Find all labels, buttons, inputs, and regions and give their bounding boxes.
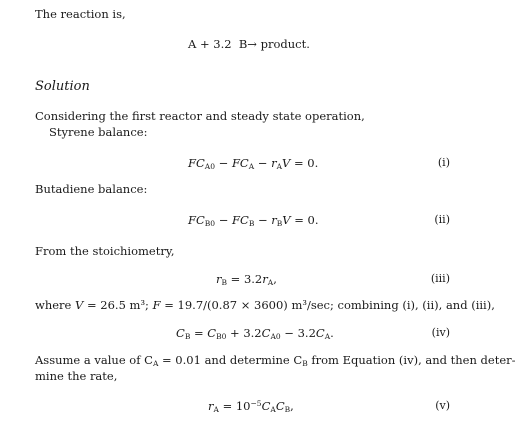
equation-1-number: (i) bbox=[437, 156, 450, 169]
equation-2: $FC_{B0} - FC_B - r_BV = 0$. bbox=[188, 213, 319, 228]
where-prefix: where bbox=[35, 298, 72, 312]
where-f-symbol: F bbox=[152, 298, 161, 312]
intro-text: The reaction is, bbox=[35, 7, 126, 21]
assume-text-line2: mine the rate, bbox=[35, 369, 118, 383]
equation-4: $C_B = C_{B0} + 3.2C_{A0} - 3.2C_A$. bbox=[176, 326, 334, 341]
assume-text-line1: Assume a value of $C_A = 0.01$ and determine $C_B$ from Equation (iv), and then deter- bbox=[35, 353, 516, 368]
assume-part-c: from Equation (iv), and then deter- bbox=[307, 353, 516, 367]
equation-5: $r_A = 10^{-5}C_AC_B$, bbox=[208, 399, 294, 414]
equation-2-number: (ii) bbox=[434, 213, 450, 226]
butadiene-balance-label: Butadiene balance: bbox=[35, 182, 148, 196]
where-v-symbol: V bbox=[75, 298, 84, 312]
reaction-right: B→ product. bbox=[238, 37, 310, 51]
styrene-balance-label: Styrene balance: bbox=[49, 125, 148, 139]
reaction-left: A + 3.2 bbox=[188, 37, 232, 51]
where-v-value: = 26.5 m³; bbox=[83, 298, 153, 312]
stoichiometry-text: From the stoichiometry, bbox=[35, 244, 175, 258]
equation-1: $FC_{A0} - FC_A - r_AV = 0$. bbox=[188, 156, 319, 171]
where-text bbox=[35, 298, 495, 314]
reaction-equation bbox=[188, 37, 310, 53]
equation-3: $r_B = 3.2r_A$, bbox=[216, 272, 277, 287]
where-rest: = 19.7/(0.87 × 3600) m³/sec; combining (i), (ii), and (iii), bbox=[160, 298, 495, 312]
equation-4-number: (iv) bbox=[431, 326, 450, 339]
paragraph-first-reactor: Considering the first reactor and steady state operation, bbox=[35, 109, 365, 123]
assume-part-b: = 0.01 and determine C bbox=[158, 353, 303, 367]
equation-5-number: (v) bbox=[435, 399, 450, 412]
solution-heading: Solution bbox=[35, 79, 90, 94]
assume-part-a: Assume a value of C bbox=[35, 353, 153, 367]
equation-3-number: (iii) bbox=[430, 272, 450, 285]
